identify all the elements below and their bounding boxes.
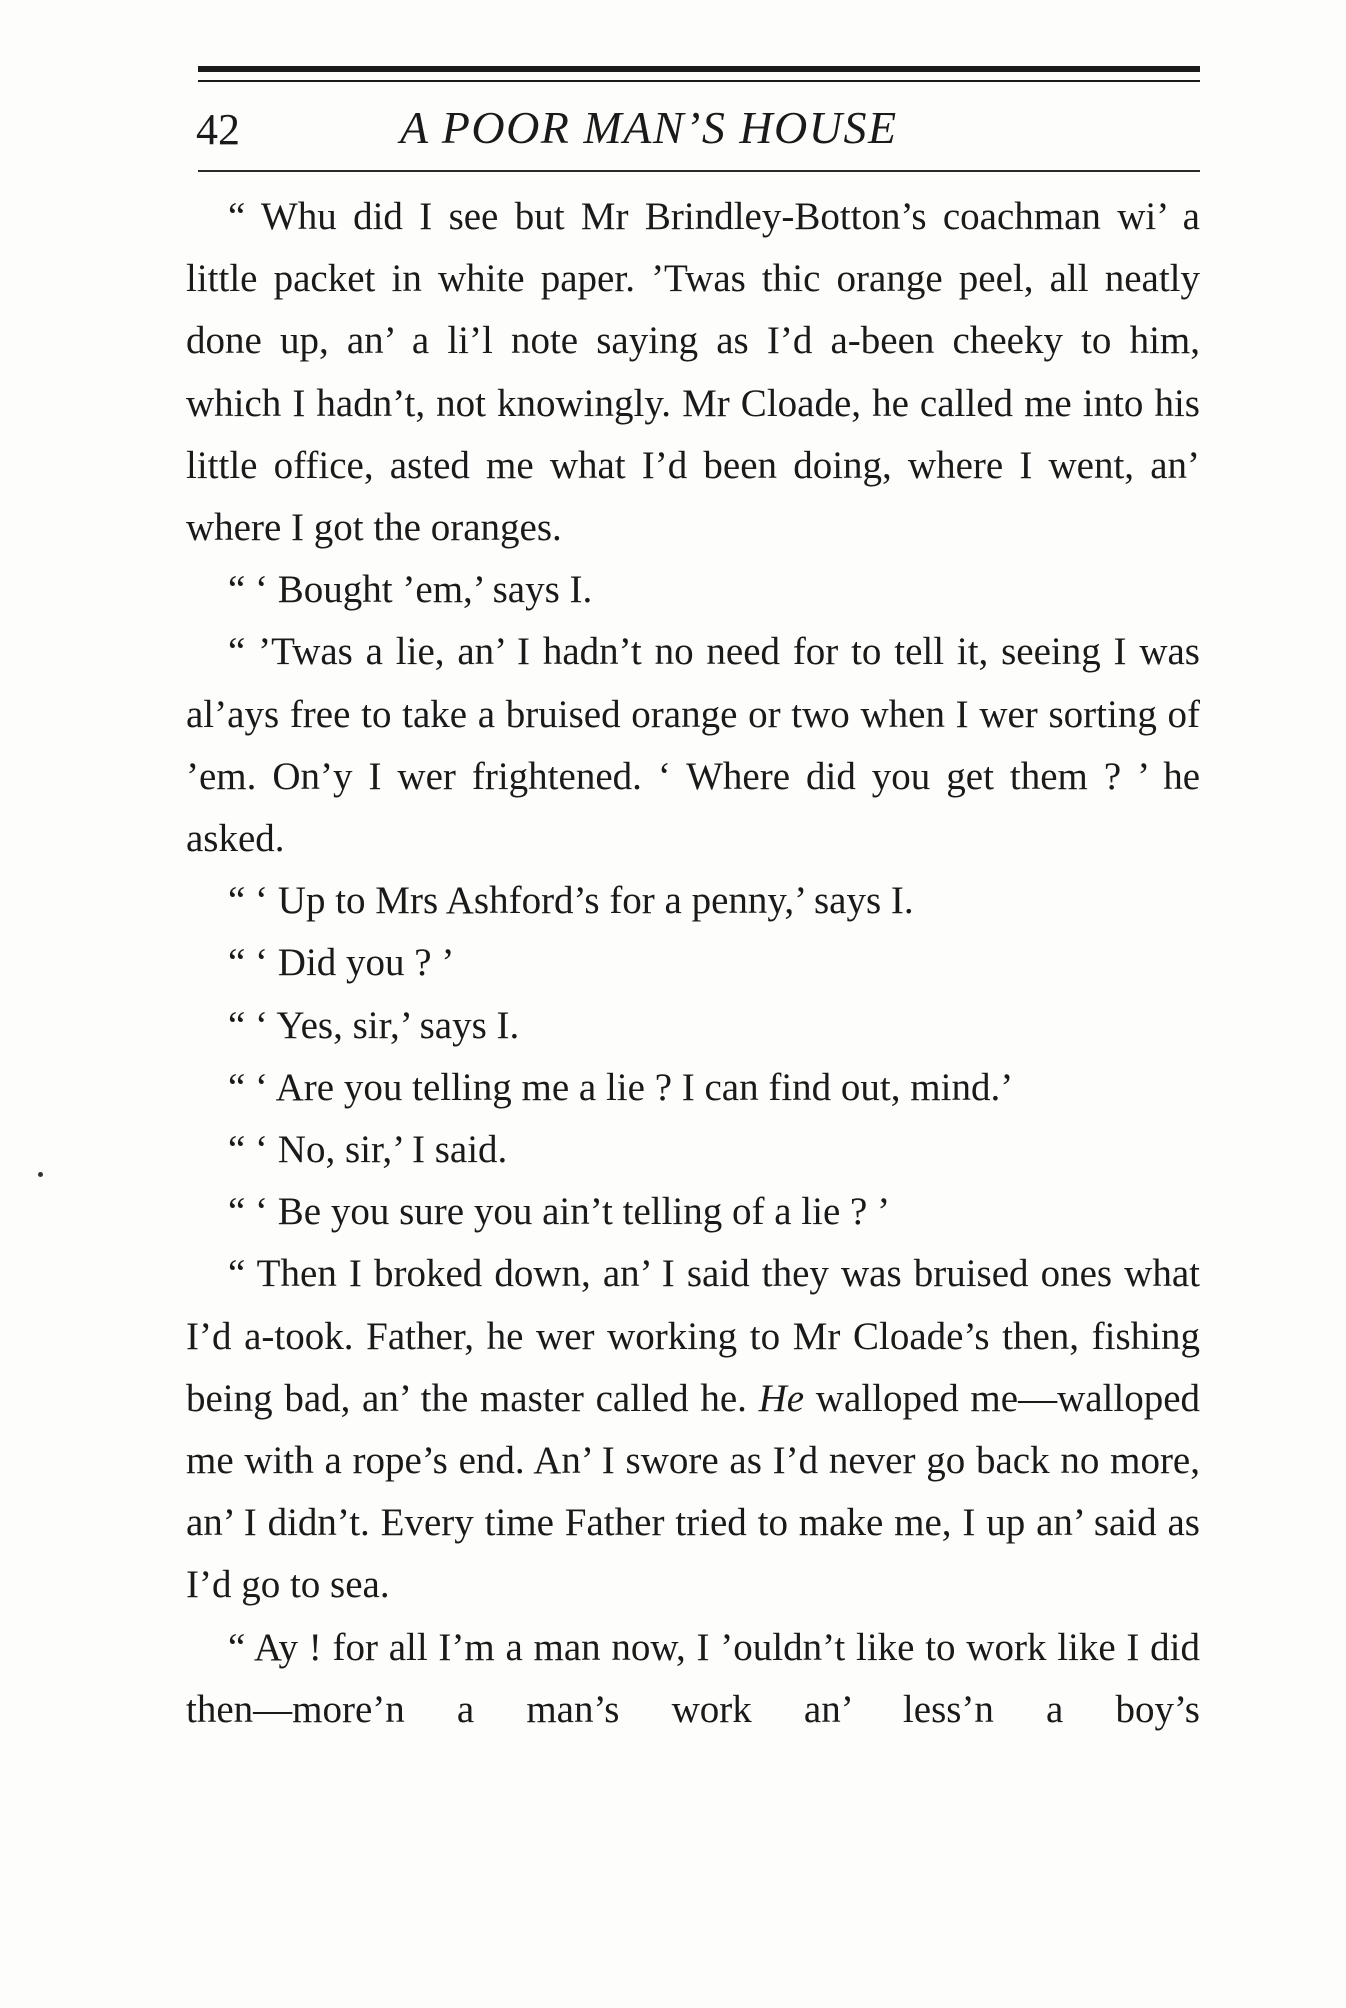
paragraph [186, 1243, 1200, 1616]
paragraph: “ ‘ No, sir,’ I said. [228, 1128, 508, 1172]
paragraph: “ ‘ Be you sure you ain’t telling of a lie ? ’ [228, 1190, 891, 1234]
paragraph: “ ‘ Yes, sir,’ says I. [228, 1003, 520, 1047]
paragraph: “ ‘ Up to Mrs Ashford’s for a penny,’ says I. [228, 879, 914, 923]
print-speck [38, 1172, 43, 1177]
paragraph-text: walloped me—walloped me with a rope’s end. An’ I swore as I’d never go back no more, an’ I didn’t. Every time Father tried to make me, I up an’ said as I’d go to sea. [186, 1376, 1201, 1607]
running-head [190, 96, 1200, 166]
paragraph: “ ’Twas a lie, an’ I hadn’t no need for to tell it, seeing I was al’ays free to take a bruised orange or two when I wer sorting of ’em. On’y I wer frightened. ‘ Where did you get them ? ’ he asked. [186, 630, 1200, 861]
paragraph: “ ‘ Did you ? ’ [228, 941, 455, 985]
italic-word: He [758, 1376, 805, 1420]
header-top-rule-thick [198, 66, 1200, 72]
body-text [186, 186, 1200, 1741]
header-top-rule-thin [198, 80, 1200, 82]
paragraph: “ Whu did I see but Mr Brindley-Botton’s coachman wi’ a little packet in white paper. ’Twas thic orange peel, all neatly done up, an’ a li’l note saying as I’d a-been cheeky to him, which I hadn’t, not knowingly. Mr Cloade, he called me into his little office, asted me what I’d been doing, where I went, an’ where I got the oranges. [186, 195, 1200, 550]
paragraph-text: “ Then I broked down, an’ I said they was bruised ones what I’d a-took. Father, he wer working to Mr Cloade’s then, fishing being bad, an’ the master called he. [186, 1252, 1200, 1420]
running-title: A POOR MAN’S HOUSE [400, 102, 898, 153]
paragraph: “ Ay ! for all I’m a man now, I ’ouldn’t like to work like I did then—more’n a man’s work an’ less’n a boy’s [186, 1625, 1200, 1731]
paragraph: “ ‘ Are you telling me a lie ? I can find out, mind.’ [228, 1065, 1014, 1109]
header-bottom-rule [198, 170, 1200, 172]
page-number: 42 [196, 105, 240, 154]
paragraph: “ ‘ Bought ’em,’ says I. [228, 568, 593, 612]
